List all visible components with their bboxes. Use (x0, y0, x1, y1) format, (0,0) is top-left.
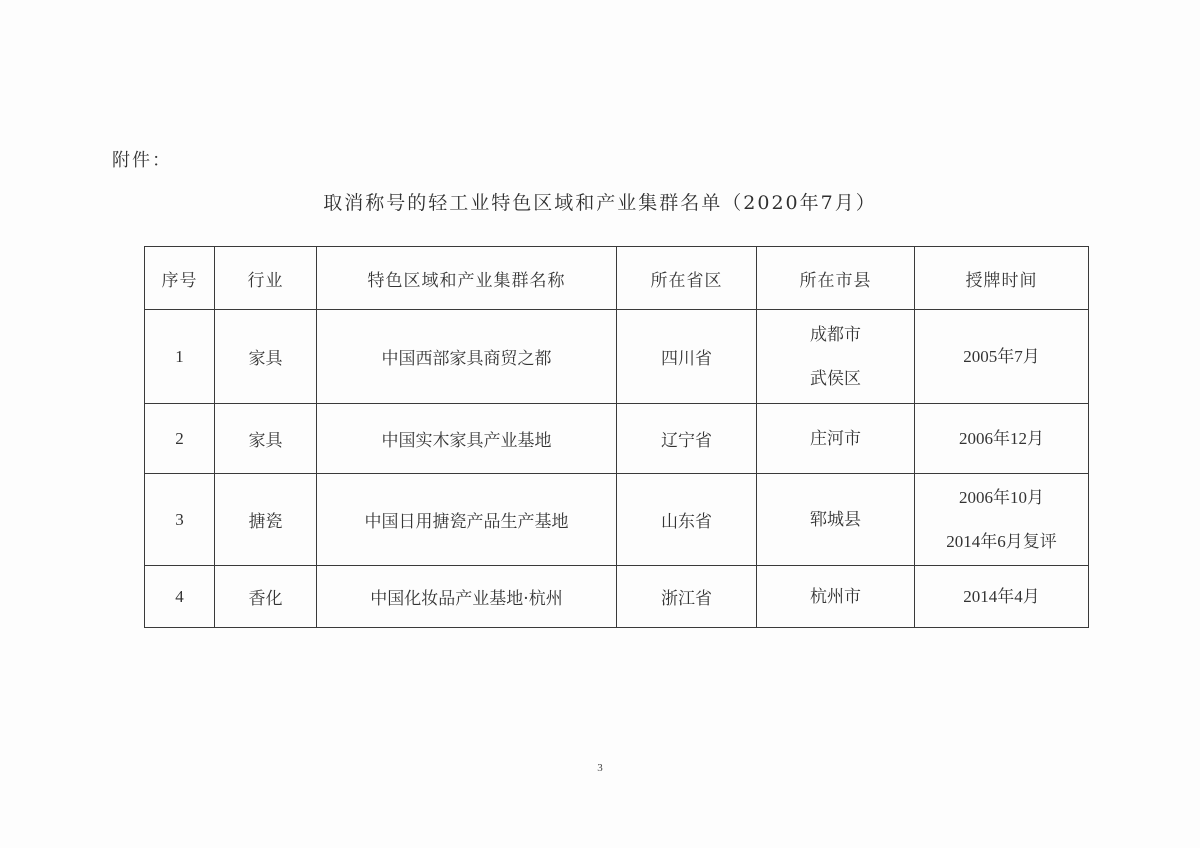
header-province: 所在省区 (617, 247, 757, 310)
header-city: 所在市县 (757, 247, 915, 310)
row-cluster-name: 中国西部家具商贸之都 (317, 310, 617, 404)
attachment-label: 附件： (112, 150, 172, 171)
row-city-line: 郓城县 (810, 509, 861, 530)
header-cluster-name: 特色区域和产业集群名称 (317, 247, 617, 310)
row-date-line: 2006年10月 (959, 487, 1044, 507)
table-header-row (145, 247, 1089, 310)
row-city-line: 庄河市 (810, 428, 861, 449)
row-industry: 家具 (215, 310, 317, 404)
table-row (145, 474, 1089, 566)
row-city (757, 474, 915, 566)
row-city (757, 310, 915, 404)
row-cluster-name: 中国日用搪瓷产品生产基地 (317, 474, 617, 566)
row-award-date (915, 404, 1089, 474)
row-date-line: 2006年12月 (959, 428, 1044, 448)
row-industry: 香化 (215, 566, 317, 628)
row-city (757, 566, 915, 628)
page-number: 3 (597, 762, 603, 774)
row-industry: 搪瓷 (215, 474, 317, 566)
row-index: 1 (145, 310, 215, 404)
row-city (757, 404, 915, 474)
row-cluster-name: 中国化妆品产业基地·杭州 (317, 566, 617, 628)
table-row (145, 404, 1089, 474)
row-index: 2 (145, 404, 215, 474)
table-row (145, 310, 1089, 404)
row-date-line: 2005年7月 (963, 346, 1040, 366)
row-industry: 家具 (215, 404, 317, 474)
header-index: 序号 (145, 247, 215, 310)
row-city-line: 成都市 (810, 324, 861, 345)
header-award-date: 授牌时间 (915, 247, 1089, 310)
row-award-date (915, 310, 1089, 404)
row-province: 浙江省 (617, 566, 757, 628)
row-province: 山东省 (617, 474, 757, 566)
row-award-date (915, 474, 1089, 566)
document-title: 取消称号的轻工业特色区域和产业集群名单（2020年7月） (323, 192, 877, 214)
cluster-table (144, 246, 1089, 628)
row-date-line: 2014年4月 (963, 586, 1040, 606)
row-city-line: 武侯区 (810, 368, 861, 389)
table-row (145, 566, 1089, 628)
header-industry: 行业 (215, 247, 317, 310)
row-index: 3 (145, 474, 215, 566)
row-province: 四川省 (617, 310, 757, 404)
row-city-line: 杭州市 (810, 586, 861, 607)
row-province: 辽宁省 (617, 404, 757, 474)
row-award-date (915, 566, 1089, 628)
row-index: 4 (145, 566, 215, 628)
row-cluster-name: 中国实木家具产业基地 (317, 404, 617, 474)
row-date-line: 2014年6月复评 (946, 531, 1057, 551)
